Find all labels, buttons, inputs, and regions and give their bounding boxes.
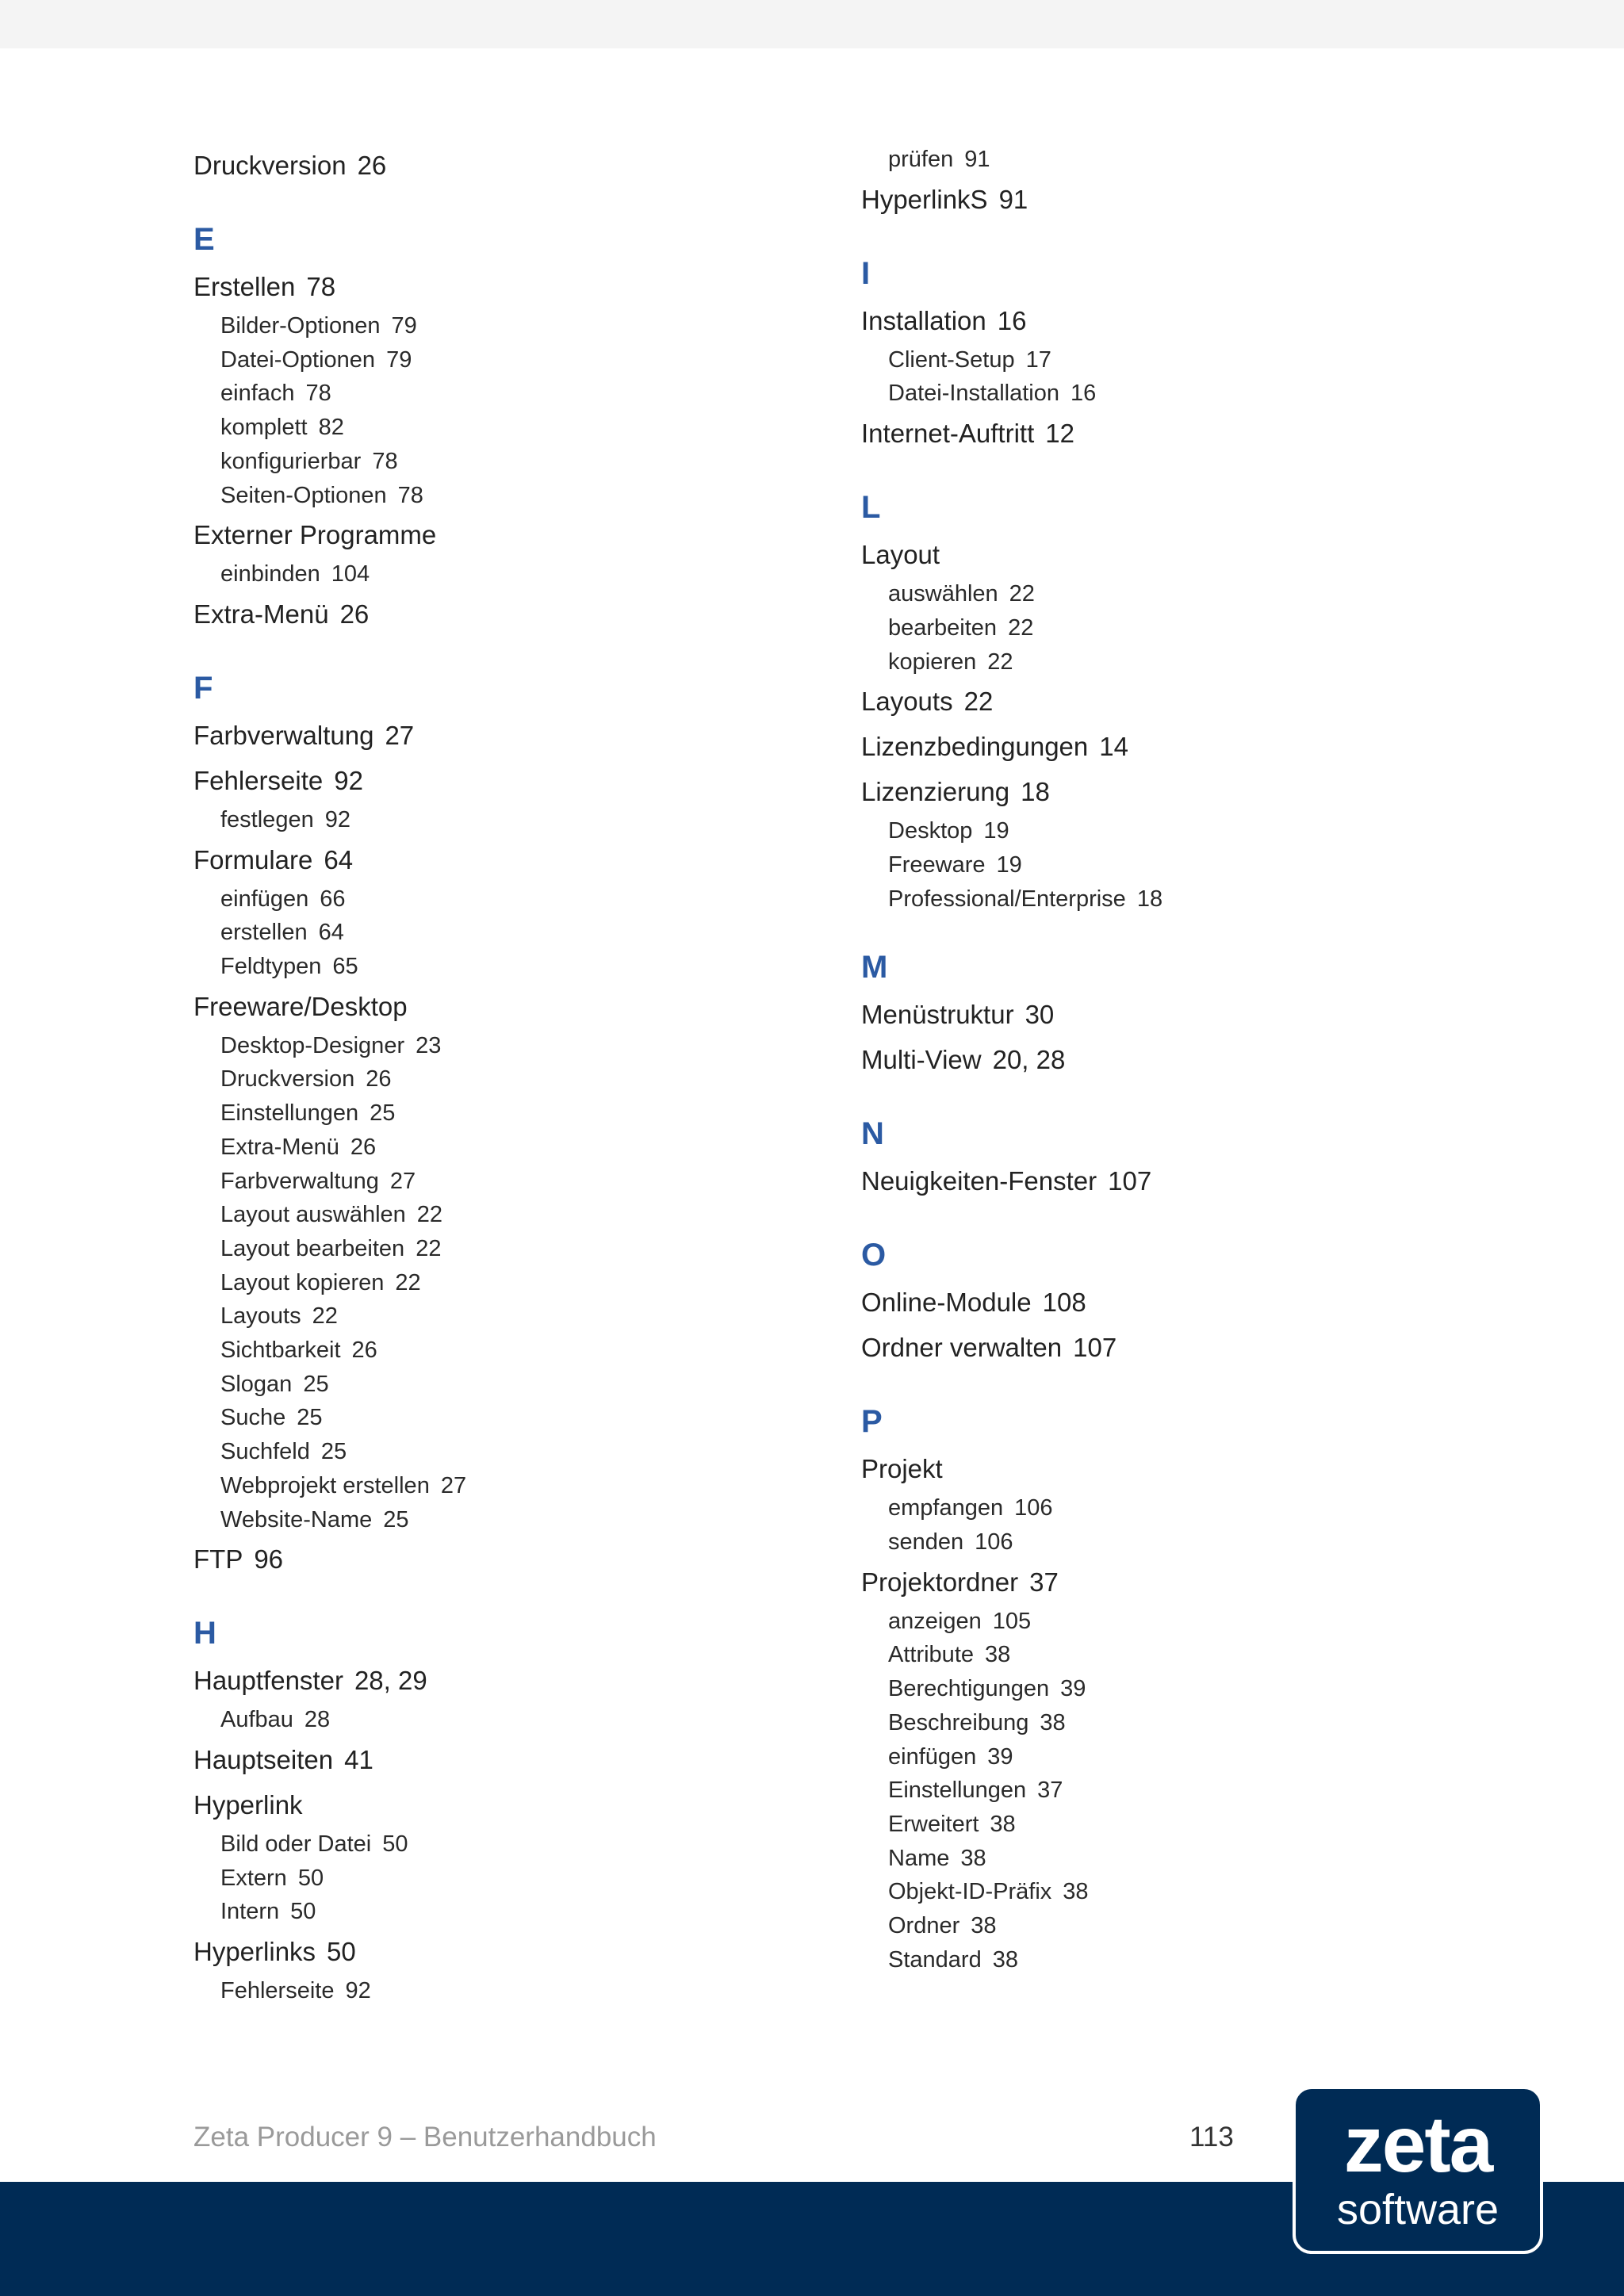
index-term: Multi-View (861, 1045, 982, 1075)
index-page-ref: 27 (440, 1472, 467, 1498)
index-term: einfach (220, 381, 295, 407)
index-page-ref: 79 (391, 313, 417, 339)
index-page-ref: 79 (386, 346, 412, 373)
index-term: Hyperlink (193, 1789, 303, 1820)
index-term: Online-Module (861, 1288, 1032, 1318)
index-page-ref: 96 (254, 1544, 284, 1575)
index-page-ref: 106 (975, 1529, 1013, 1556)
index-subentry (193, 1862, 812, 1896)
index-subentry (193, 803, 812, 837)
index-page-ref: 66 (320, 886, 346, 912)
index-entry (193, 1737, 812, 1782)
index-page-ref: 22 (1008, 614, 1034, 641)
index-subentry (193, 1334, 812, 1368)
index-page-ref: 82 (318, 415, 344, 441)
index-page-ref: 37 (1029, 1567, 1059, 1597)
index-subentry (861, 1808, 1480, 1842)
index-page-ref: 26 (366, 1066, 392, 1093)
index-page-ref: 78 (306, 272, 336, 301)
index-page-ref: 26 (339, 599, 370, 629)
index-term: Bild oder Datei (220, 1831, 372, 1857)
index-page-ref: 50 (382, 1831, 408, 1857)
index-term: Extern (220, 1865, 287, 1891)
index-page-ref: 39 (987, 1743, 1013, 1770)
index-page-ref: 12 (1045, 419, 1074, 449)
index-column-left (193, 143, 812, 2008)
index-entry (193, 143, 812, 188)
index-term: Ordner verwalten (861, 1333, 1063, 1363)
index-subentry (193, 309, 812, 343)
index-subentry (861, 814, 1480, 848)
index-term: Extra-Menü (220, 1134, 339, 1160)
index-term: Erstellen (193, 272, 296, 301)
index-page-ref: 28, 29 (354, 1666, 427, 1696)
index-page-ref: 23 (416, 1032, 442, 1058)
index-term: Projekt (861, 1454, 943, 1484)
index-page-ref: 22 (987, 649, 1013, 675)
index-term: Intern (220, 1899, 280, 1925)
index-letter-heading: O (861, 1238, 887, 1273)
index-term: Seiten-Optionen (220, 482, 387, 508)
index-term: Einstellungen (888, 1777, 1027, 1804)
index-subentry (861, 1638, 1480, 1672)
index-entry (861, 1325, 1480, 1370)
index-term: Layout bearbeiten (220, 1235, 405, 1261)
index-page-ref: 38 (985, 1642, 1011, 1668)
index-term: Farbverwaltung (220, 1168, 379, 1194)
index-page-ref: 107 (1108, 1166, 1152, 1196)
index-entry (861, 992, 1480, 1037)
index-term: auswählen (888, 581, 998, 607)
index-term: Name (888, 1845, 950, 1871)
index-subentry (193, 916, 812, 950)
index-term: anzeigen (888, 1608, 982, 1634)
index-entry (861, 769, 1480, 814)
index-subentry (861, 377, 1480, 411)
index-page-ref: 22 (312, 1303, 338, 1330)
index-term: Projektordner (861, 1567, 1019, 1597)
index-term: HyperlinkS (861, 184, 988, 214)
index-subentry (193, 882, 812, 916)
index-subentry (193, 1131, 812, 1165)
index-subentry (861, 1875, 1480, 1909)
index-entry (861, 1280, 1480, 1325)
index-subentry (861, 645, 1480, 679)
index-entry (193, 713, 812, 758)
index-page-ref: 64 (318, 920, 344, 946)
index-page-ref: 105 (992, 1608, 1032, 1634)
index-page-ref: 39 (1060, 1676, 1086, 1702)
index-term: Webprojekt erstellen (220, 1472, 430, 1498)
index-entry (193, 1782, 812, 1827)
index-subentry (193, 479, 812, 513)
index-entry (193, 837, 812, 882)
index-page-ref: 28 (304, 1707, 331, 1733)
index-page-ref: 92 (324, 806, 350, 832)
index-subentry (193, 343, 812, 377)
index-term: Datei-Optionen (220, 346, 376, 373)
index-term: Druckversion (220, 1066, 355, 1093)
index-page-ref: 17 (1025, 346, 1051, 373)
index-page-ref: 107 (1073, 1333, 1117, 1363)
index-term: Desktop-Designer (220, 1032, 405, 1058)
index-term: empfangen (888, 1495, 1004, 1521)
index-entry (861, 177, 1480, 222)
index-subentry (193, 1827, 812, 1862)
index-term: Erweitert (888, 1811, 979, 1837)
index-page-ref: 25 (383, 1506, 409, 1533)
index-page-ref: 14 (1099, 732, 1128, 762)
index-column-right (861, 143, 1480, 1976)
index-term: Menüstruktur (861, 1000, 1014, 1030)
index-subentry (861, 1740, 1480, 1774)
index-term: Fehlerseite (220, 1978, 335, 2004)
index-entry (193, 264, 812, 309)
index-term: Lizenzbedingungen (861, 732, 1089, 762)
logo-word-zeta: zeta (1343, 2100, 1492, 2189)
index-term: Datei-Installation (888, 381, 1059, 407)
index-term: Internet-Auftritt (861, 419, 1035, 449)
index-page-ref: 108 (1042, 1288, 1086, 1318)
index-page-ref: 27 (385, 720, 415, 750)
index-term: Druckversion (193, 151, 347, 180)
index-subentry (193, 1895, 812, 1929)
index-subentry (861, 611, 1480, 645)
index-page-ref: 22 (963, 687, 994, 717)
index-subentry (193, 1029, 812, 1063)
index-entry (193, 512, 812, 557)
index-subentry (193, 1368, 812, 1402)
index-term: Attribute (888, 1642, 974, 1668)
index-subentry (193, 1165, 812, 1199)
index-subentry (193, 1469, 812, 1503)
index-entry (861, 298, 1480, 343)
index-term: Layouts (861, 687, 953, 717)
index-page-ref: 25 (303, 1371, 329, 1397)
index-term: prüfen (888, 147, 954, 172)
index-page-ref: 91 (998, 184, 1028, 214)
index-page-ref: 92 (345, 1978, 371, 2004)
index-subentry (861, 577, 1480, 611)
index-page-ref: 26 (350, 1134, 377, 1160)
index-letter-heading: L (861, 490, 881, 526)
index-letter-heading: N (861, 1116, 884, 1152)
index-entry (861, 1158, 1480, 1203)
index-letter-heading: M (861, 950, 888, 985)
index-term: bearbeiten (888, 614, 998, 641)
index-term: Website-Name (220, 1506, 373, 1533)
index-page-ref: 38 (960, 1845, 986, 1871)
index-page-ref: 25 (320, 1439, 347, 1465)
index-term: kopieren (888, 649, 977, 675)
index-term: komplett (220, 415, 308, 441)
index-subentry (193, 445, 812, 479)
index-page-ref: 50 (297, 1865, 324, 1891)
index-term: Layout (861, 540, 940, 570)
index-subentry (193, 1974, 812, 2008)
index-entry (193, 1536, 812, 1582)
index-page-ref: 27 (389, 1168, 416, 1194)
footer-title: Zeta Producer 9 – Benutzerhandbuch (193, 2122, 657, 2152)
index-term: Installation (861, 305, 986, 335)
index-page-ref: 78 (305, 381, 331, 407)
index-page-ref: 50 (290, 1899, 316, 1925)
index-term: Layout kopieren (220, 1269, 385, 1295)
index-term: einfügen (220, 886, 309, 912)
index-page-ref: 50 (327, 1937, 356, 1967)
index-term: Standard (888, 1946, 982, 1973)
index-page-ref: 19 (983, 818, 1009, 844)
index-subentry (193, 1503, 812, 1537)
index-term: Externer Programme (193, 520, 437, 550)
index-page-ref: 30 (1025, 1000, 1055, 1030)
index-term: Hauptseiten (193, 1744, 334, 1774)
index-term: Einstellungen (220, 1100, 359, 1127)
index-page-ref: 16 (1071, 381, 1097, 407)
index-entry (193, 1929, 812, 1974)
index-term: Beschreibung (888, 1709, 1029, 1735)
index-term: erstellen (220, 920, 308, 946)
index-page-ref: 64 (324, 844, 354, 874)
index-page-ref: 22 (395, 1269, 421, 1295)
index-term: Hauptfenster (193, 1666, 343, 1696)
index-subentry (193, 1062, 812, 1096)
index-term: Neuigkeiten-Fenster (861, 1166, 1097, 1196)
index-subentry (193, 1266, 812, 1300)
index-entry (861, 724, 1480, 769)
index-term: Suche (220, 1405, 286, 1431)
index-subentry (861, 1943, 1480, 1977)
index-page-ref: 38 (1040, 1709, 1066, 1735)
index-subentry (861, 882, 1480, 916)
index-page-ref: 104 (331, 561, 370, 587)
index-term: Layouts (220, 1303, 301, 1330)
index-page-ref: 16 (997, 305, 1027, 335)
index-term: festlegen (220, 806, 314, 832)
index-page-ref: 38 (1063, 1879, 1089, 1905)
index-subentry (861, 848, 1480, 882)
top-bar (0, 0, 1624, 48)
page-number: 113 (1189, 2122, 1234, 2152)
index-entry (861, 532, 1480, 577)
index-page-ref: 22 (416, 1202, 443, 1228)
index-term: Bilder-Optionen (220, 313, 381, 339)
index-page-ref: 26 (357, 151, 387, 180)
index-term: einbinden (220, 561, 320, 587)
index-page-ref: 18 (1136, 886, 1163, 912)
index-term: Hyperlinks (193, 1937, 316, 1967)
index-term: einfügen (888, 1743, 977, 1770)
index-page-ref: 37 (1037, 1777, 1063, 1804)
index-entry (861, 1559, 1480, 1605)
index-page-ref: 38 (990, 1811, 1016, 1837)
index-subentry (193, 1198, 812, 1232)
index-letter-heading: E (193, 222, 215, 257)
index-subentry (861, 343, 1480, 377)
index-page-ref: 38 (992, 1946, 1018, 1973)
index-term: Desktop (888, 818, 973, 844)
index-subentry (193, 1096, 812, 1131)
index-page-ref: 26 (351, 1337, 377, 1364)
index-page-ref: 25 (297, 1405, 323, 1431)
index-letter-heading: I (861, 255, 871, 291)
index-term: Aufbau (220, 1707, 293, 1733)
index-term: Professional/Enterprise (888, 886, 1126, 912)
index-page-ref: 41 (344, 1744, 373, 1774)
index-subentry (193, 1299, 812, 1334)
index-subentry (861, 1672, 1480, 1706)
index-subentry (193, 1232, 812, 1266)
index-term: Fehlerseite (193, 765, 324, 795)
index-term: Slogan (220, 1371, 293, 1397)
index-subentry (193, 1435, 812, 1469)
index-page-ref: 22 (416, 1235, 442, 1261)
index-entry (861, 1037, 1480, 1082)
index-subentry (193, 557, 812, 591)
index-subentry (193, 377, 812, 411)
index-page-ref: 65 (332, 954, 358, 980)
index-entry (861, 1446, 1480, 1491)
index-page-ref: 106 (1014, 1495, 1053, 1521)
index-term: konfigurierbar (220, 448, 362, 474)
index-page-ref: 25 (370, 1100, 396, 1127)
index-subentry (861, 1491, 1480, 1525)
index-term: Sichtbarkeit (220, 1337, 341, 1364)
index-entry (861, 411, 1480, 456)
index-subentry (861, 1909, 1480, 1943)
index-subentry (193, 950, 812, 984)
index-page-ref: 92 (334, 765, 363, 795)
index-page-ref: 91 (964, 147, 990, 172)
index-page-ref: 20, 28 (992, 1045, 1066, 1075)
index-subentry (861, 1605, 1480, 1639)
index-subentry (193, 1703, 812, 1737)
index-entry (193, 1658, 812, 1703)
index-subentry (861, 1706, 1480, 1740)
index-page-ref: 78 (372, 448, 398, 474)
index-term: Farbverwaltung (193, 720, 374, 750)
zeta-software-logo (1293, 2086, 1543, 2254)
logo-word-software: software (1336, 2186, 1500, 2233)
index-term: Ordner (888, 1913, 960, 1939)
index-term: Objekt-ID-Präfix (888, 1879, 1052, 1905)
index-term: Suchfeld (220, 1439, 310, 1465)
index-letter-heading: H (193, 1616, 216, 1651)
index-term: Formulare (193, 844, 313, 874)
index-term: FTP (193, 1544, 243, 1575)
index-page-ref: 19 (996, 851, 1022, 878)
index-entry (193, 758, 812, 803)
index-entry (861, 679, 1480, 724)
index-letter-heading: P (861, 1404, 883, 1440)
index-term: Freeware/Desktop (193, 991, 408, 1021)
index-term: Client-Setup (888, 346, 1015, 373)
index-subentry (861, 1842, 1480, 1876)
index-page-ref: 18 (1021, 777, 1050, 807)
index-term: Berechtigungen (888, 1676, 1050, 1702)
index-term: Feldtypen (220, 954, 322, 980)
index-subentry (861, 1525, 1480, 1559)
index-term: Freeware (888, 851, 986, 878)
index-subentry (193, 411, 812, 445)
index-letter-heading: F (193, 670, 213, 706)
index-subentry (193, 1401, 812, 1435)
index-page-ref: 22 (1009, 581, 1035, 607)
index-term: senden (888, 1529, 964, 1556)
index-term: Extra-Menü (193, 599, 329, 629)
index-entry (193, 591, 812, 637)
index-term: Lizenzierung (861, 777, 1010, 807)
index-entry (193, 984, 812, 1029)
index-subentry (861, 143, 1480, 177)
index-page-ref: 38 (971, 1913, 997, 1939)
index-page-ref: 78 (397, 482, 423, 508)
index-term: Layout auswählen (220, 1202, 406, 1228)
index-subentry (861, 1774, 1480, 1808)
